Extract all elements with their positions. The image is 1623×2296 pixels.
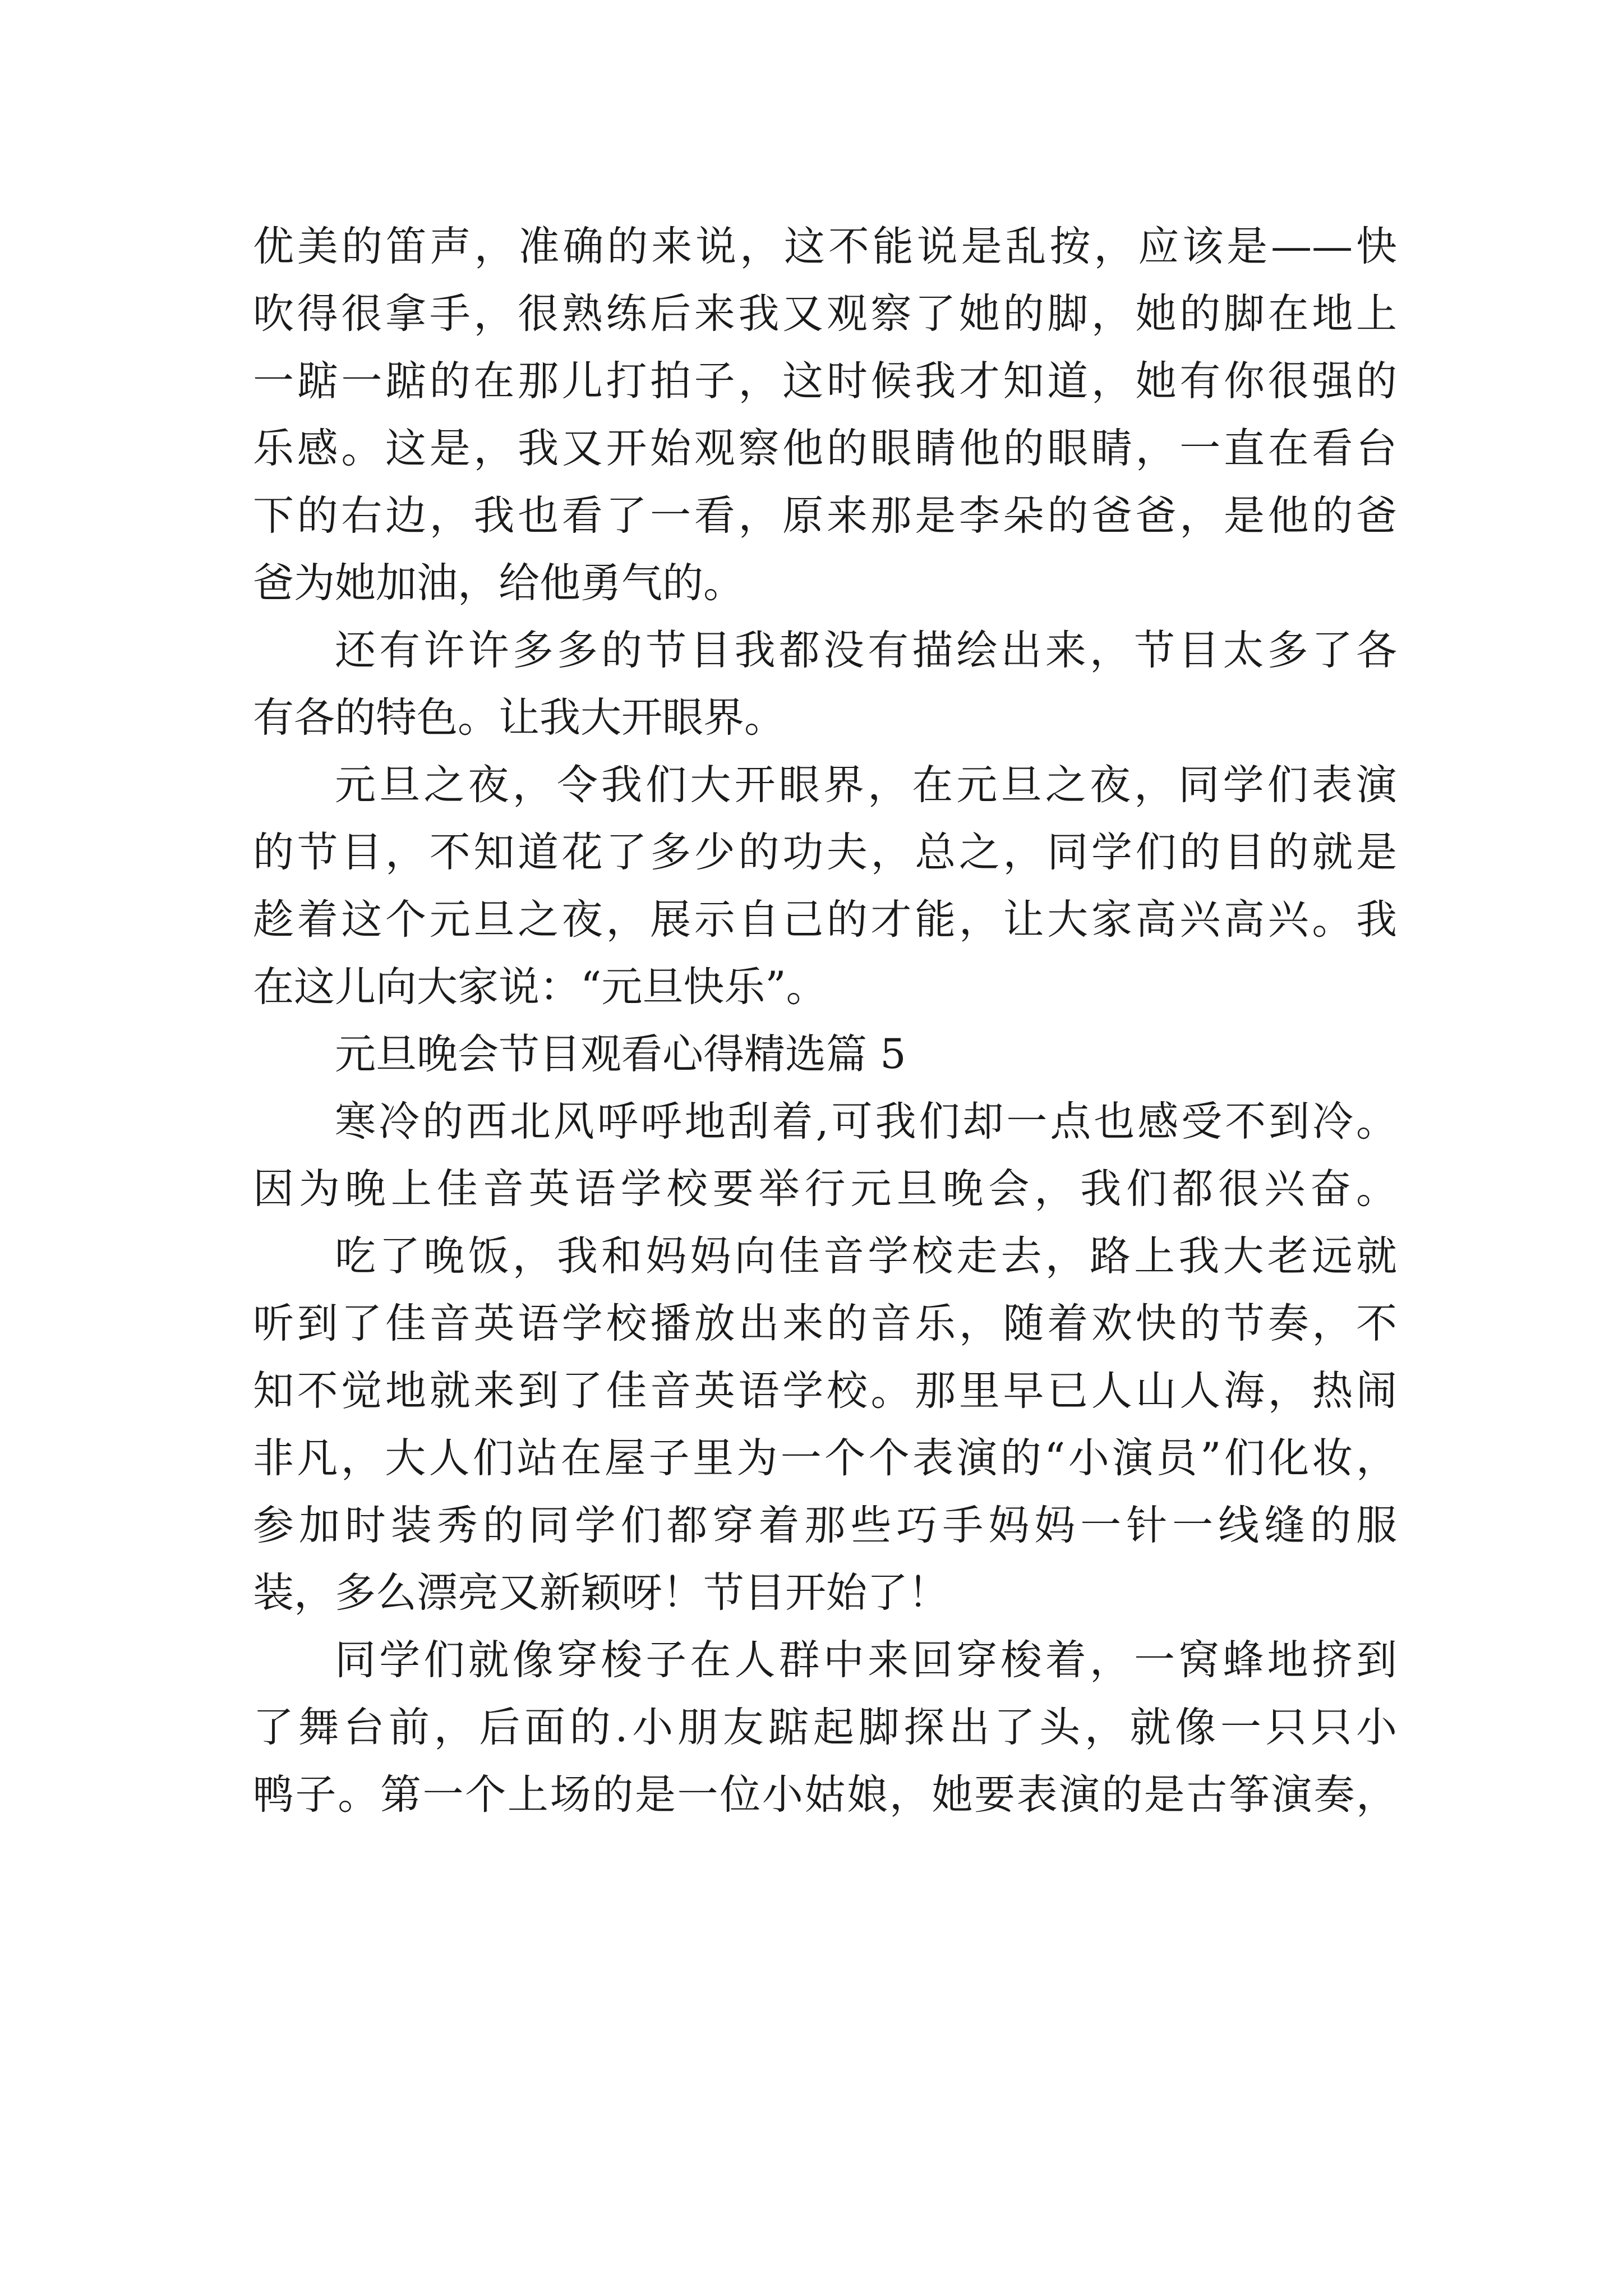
text-line: 参加时装秀的同学们都穿着那些巧手妈妈一针一线缝的服 xyxy=(253,1502,1397,1549)
text-line: 吹得很拿手，很熟练后来我又观察了她的脚，她的脚在地上 xyxy=(253,290,1397,338)
text-line: 同学们就像穿梭子在人群中来回穿梭着，一窝蜂地挤到 xyxy=(335,1636,1397,1684)
text-line: 因为晚上佳音英语学校要举行元旦晚会，我们都很兴奋。 xyxy=(253,1165,1397,1213)
text-line: 听到了佳音英语学校播放出来的音乐，随着欢快的节奏，不 xyxy=(253,1300,1397,1347)
text-line: 装，多么漂亮又新颖呀！节目开始了！ xyxy=(253,1569,949,1617)
section-heading: 元旦晚会节目观看心得精选篇 5 xyxy=(335,1030,906,1078)
text-line: 了舞台前，后面的.小朋友踮起脚探出了头，就像一只只小 xyxy=(253,1704,1397,1751)
text-line: 寒冷的西北风呼呼地刮着,可我们却一点也感受不到冷。 xyxy=(335,1098,1397,1145)
text-line: 元旦之夜，令我们大开眼界，在元旦之夜，同学们表演 xyxy=(335,761,1397,809)
text-line: 有各的特色。让我大开眼界。 xyxy=(253,694,785,742)
text-line: 爸为她加油，给他勇气的。 xyxy=(253,559,744,607)
text-line: 的节目，不知道花了多少的功夫，总之，同学们的目的就是 xyxy=(253,829,1397,876)
text-line: 吃了晚饭，我和妈妈向佳音学校走去，路上我大老远就 xyxy=(335,1232,1397,1280)
text-line: 鸭子。第一个上场的是一位小姑娘，她要表演的是古筝演奏， xyxy=(253,1771,1397,1819)
text-line: 趁着这个元旦之夜，展示自己的才能，让大家高兴高兴。我 xyxy=(253,896,1397,944)
body-text xyxy=(253,213,1397,1829)
text-line: 下的右边，我也看了一看，原来那是李朵的爸爸，是他的爸 xyxy=(253,492,1397,540)
text-line: 乐感。这是，我又开始观察他的眼睛他的眼睛，一直在看台 xyxy=(253,425,1397,472)
text-line: 一踮一踮的在那儿打拍子，这时候我才知道，她有你很强的 xyxy=(253,357,1397,405)
text-line: 优美的笛声，准确的来说，这不能说是乱按，应该是——快 xyxy=(253,223,1397,270)
text-line: 还有许许多多的节目我都没有描绘出来，节目太多了各 xyxy=(335,627,1397,674)
text-line: 知不觉地就来到了佳音英语学校。那里早已人山人海，热闹 xyxy=(253,1367,1397,1415)
text-line: 在这儿向大家说：“元旦快乐”。 xyxy=(253,963,827,1011)
text-line: 非凡，大人们站在屋子里为一个个表演的“小演员”们化妆， xyxy=(253,1434,1397,1482)
